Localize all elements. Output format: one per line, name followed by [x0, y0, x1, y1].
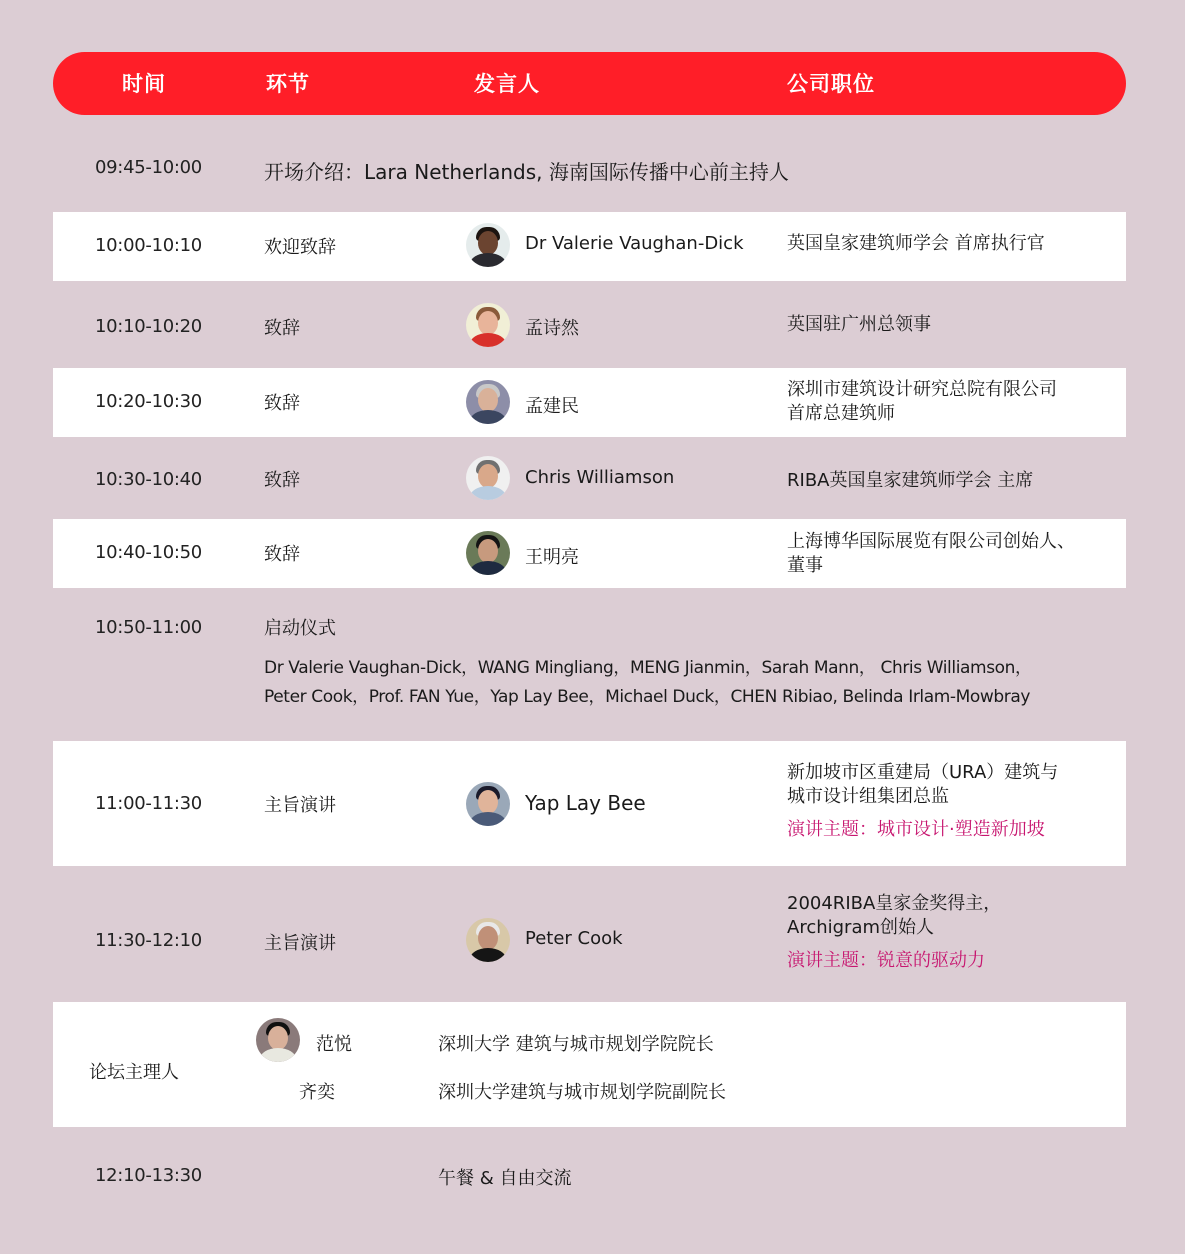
speaker-name: Yap Lay Bee: [525, 791, 646, 815]
company-line: 新加坡市区重建局（URA）建筑与: [787, 762, 1059, 783]
speaker-name: Dr Valerie Vaughan-Dick: [525, 233, 744, 254]
company-cell: 英国驻广州总领事: [787, 314, 931, 335]
participants-list: [264, 654, 1032, 712]
table-row: [53, 437, 1126, 519]
company-line: 2004RIBA皇家金奖得主，: [787, 893, 1002, 914]
opening-text: 开场介绍：Lara Netherlands, 海南国际传播中心前主持人: [264, 160, 789, 184]
header-speaker: 发言人: [474, 72, 540, 96]
table-row: [53, 519, 1126, 588]
company-line: 上海博华国际展览有限公司创始人、: [787, 531, 1075, 552]
speaker-name: 孟诗然: [525, 318, 579, 339]
table-row: [53, 130, 1126, 210]
time-cell: 11:30-12:10: [95, 930, 202, 951]
section-cell: 致辞: [264, 393, 300, 414]
table-row: [53, 212, 1126, 281]
time-cell: 11:00-11:30: [95, 793, 202, 814]
table-row: [53, 588, 1126, 741]
table-row: [53, 368, 1126, 437]
speaker-avatar: [466, 531, 510, 575]
speech-topic: 演讲主题：城市设计·塑造新加坡: [787, 819, 1045, 840]
table-header: [53, 52, 1126, 115]
speaker-name: Peter Cook: [525, 928, 623, 949]
section-cell: 致辞: [264, 470, 300, 491]
time-cell: 10:40-10:50: [95, 542, 202, 563]
host-name: 范悦: [316, 1034, 352, 1055]
speaker-avatar: [466, 456, 510, 500]
section-cell: 启动仪式: [264, 618, 336, 639]
time-cell: 10:20-10:30: [95, 391, 202, 412]
company-line: 首席总建筑师: [787, 403, 895, 424]
participants-line: Dr Valerie Vaughan-Dick，WANG Mingliang，MENG Jianmin，Sarah Mann， Chris Williamson，: [264, 658, 1032, 678]
time-cell: 09:45-10:00: [95, 157, 202, 178]
speaker-avatar: [466, 303, 510, 347]
header-time: 时间: [122, 72, 166, 96]
company-cell: RIBA英国皇家建筑师学会 主席: [787, 470, 1034, 491]
company-line: 城市设计组集团总监: [787, 786, 949, 807]
speaker-name: 孟建民: [525, 396, 579, 417]
host-title: 深圳大学建筑与城市规划学院副院长: [438, 1082, 726, 1103]
time-cell: 10:00-10:10: [95, 235, 202, 256]
host-avatar: [256, 1018, 300, 1062]
speech-topic: 演讲主题：锐意的驱动力: [787, 950, 985, 971]
header-company: 公司职位: [787, 72, 875, 96]
time-cell: 12:10-13:30: [95, 1165, 202, 1186]
host-name: 齐奕: [299, 1082, 335, 1103]
table-row: [53, 1002, 1126, 1127]
host-title: 深圳大学 建筑与城市规划学院院长: [438, 1034, 714, 1055]
participants-line: Peter Cook，Prof. FAN Yue，Yap Lay Bee，Michael Duck，CHEN Ribiao, Belinda Irlam-Mowbray: [264, 687, 1031, 707]
company-cell: [787, 761, 1058, 842]
company-cell: [787, 378, 1057, 426]
speaker-avatar: [466, 380, 510, 424]
lunch-text: 午餐 & 自由交流: [438, 1168, 572, 1189]
speaker-name: 王明亮: [525, 547, 579, 568]
header-section: 环节: [266, 72, 310, 96]
time-cell: 10:10-10:20: [95, 316, 202, 337]
speaker-name: Chris Williamson: [525, 467, 675, 488]
table-row: [53, 741, 1126, 866]
section-cell: 致辞: [264, 318, 300, 339]
section-cell: 主旨演讲: [264, 795, 336, 816]
speaker-avatar: [466, 782, 510, 826]
time-cell: 10:30-10:40: [95, 469, 202, 490]
hosts-label: 论坛主理人: [89, 1062, 179, 1083]
company-line: Archigram创始人: [787, 917, 935, 938]
table-row: [53, 866, 1126, 1002]
speaker-avatar: [466, 223, 510, 267]
table-row: [53, 1127, 1126, 1227]
company-line: 深圳市建筑设计研究总院有限公司: [787, 379, 1057, 400]
company-line: 董事: [787, 555, 823, 576]
table-row: [53, 281, 1126, 368]
section-cell: 欢迎致辞: [264, 237, 336, 258]
speaker-avatar: [466, 918, 510, 962]
section-cell: 致辞: [264, 544, 300, 565]
company-cell: [787, 892, 1001, 973]
company-cell: [787, 530, 1075, 578]
time-cell: 10:50-11:00: [95, 617, 202, 638]
section-cell: 主旨演讲: [264, 933, 336, 954]
company-cell: 英国皇家建筑师学会 首席执行官: [787, 233, 1045, 254]
